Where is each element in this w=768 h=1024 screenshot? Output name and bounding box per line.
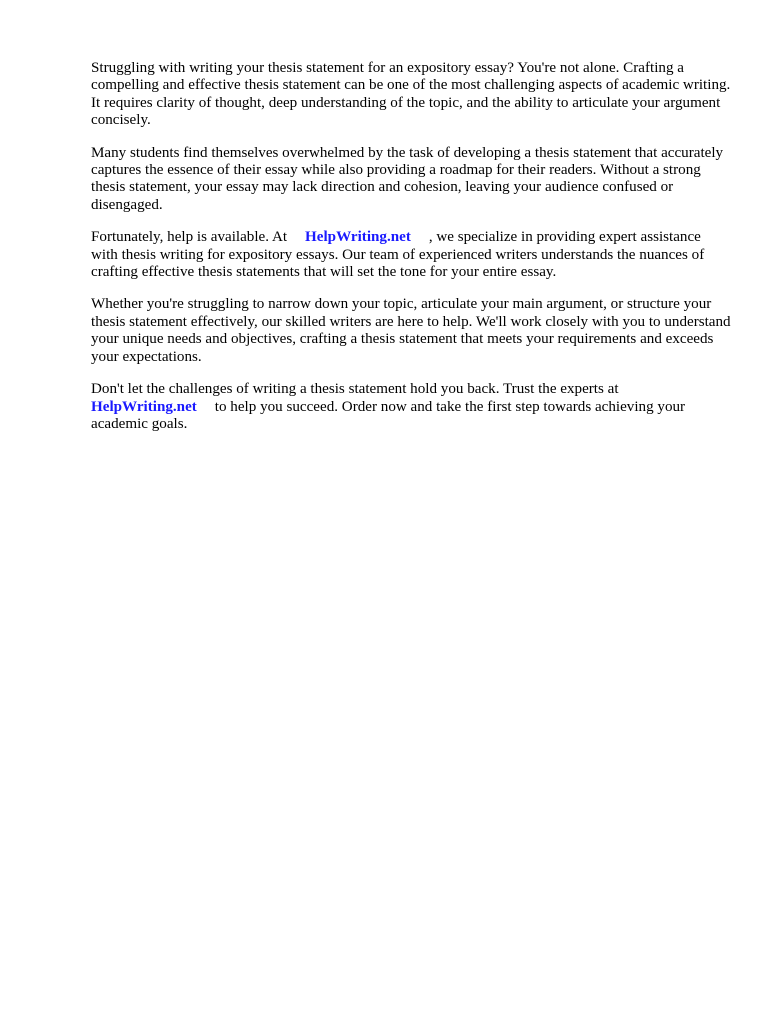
helpwriting-link-cta[interactable]: HelpWriting.net xyxy=(91,398,197,415)
paragraph-cta-rest: to help you succeed. Order now and take the first step towards achieving your academic goals. xyxy=(91,398,686,432)
paragraph-offer-lead: Fortunately, help is available. At xyxy=(91,229,288,246)
paragraph-intro: Struggling with writing your thesis statement for an expository essay? You're not alone. Crafting a compelling and effective thesis statement can be one of the most challenging aspects of academic writing. It requires clarity of thought, deep understanding of the topic, and the ability to articulate your argument concisely. xyxy=(91,60,731,129)
document-body xyxy=(91,60,731,448)
paragraph-call-to-action xyxy=(91,381,731,433)
helpwriting-link[interactable]: HelpWriting.net xyxy=(305,229,411,246)
paragraph-cta-lead: Don't let the challenges of writing a thesis statement hold you back. Trust the experts at xyxy=(91,381,619,398)
paragraph-offer xyxy=(91,229,731,281)
paragraph-offer-rest: , we specialize in providing expert assistance with thesis writing for expository essays. Our team of experienced writers understands the nuances of crafting effective thesis statements that will set the tone for your entire essay. xyxy=(91,229,705,281)
paragraph-support: Whether you're struggling to narrow down your topic, articulate your main argument, or structure your thesis statement effectively, our skilled writers are here to help. We'll work closely with you to understand your unique needs and objectives, crafting a thesis statement that meets your requirements and exceeds your expectations. xyxy=(91,296,731,365)
paragraph-problem: Many students find themselves overwhelmed by the task of developing a thesis statement that accurately captures the essence of their essay while also providing a roadmap for their readers. Without a strong thesis statement, your essay may lack direction and cohesion, leaving your audience confused or disengaged. xyxy=(91,144,724,213)
